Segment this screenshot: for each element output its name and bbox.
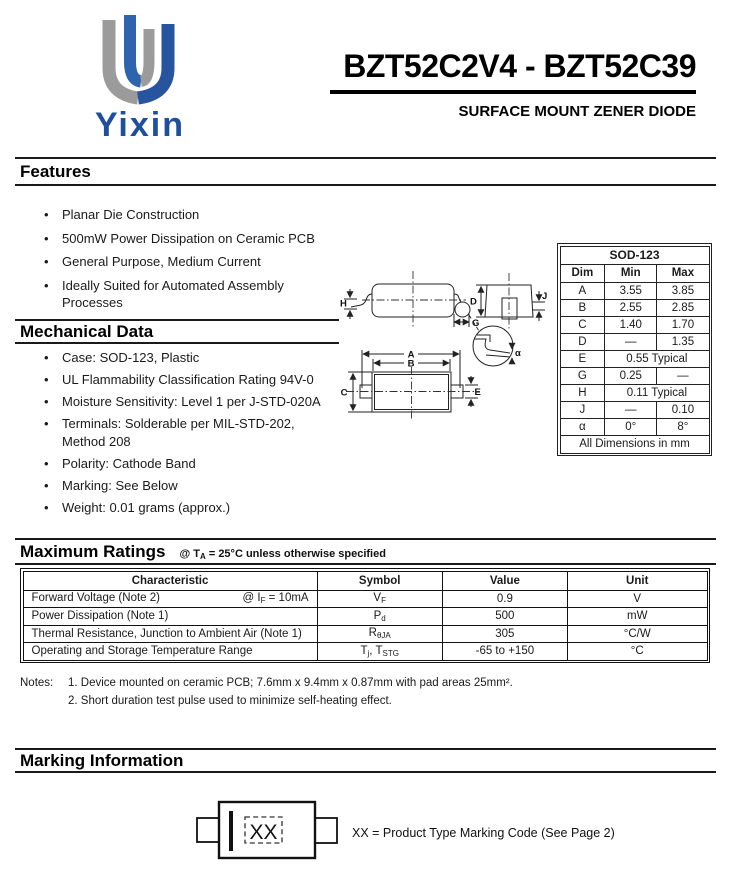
table-row [560, 401, 709, 418]
table-row [560, 299, 709, 316]
feature-item: • Ideally Suited for Automated Assembly Processes [38, 277, 323, 312]
detail-lead-foot [486, 355, 510, 357]
dim-cell: α [560, 418, 605, 435]
marking-heading [15, 748, 716, 773]
marking-left-lead [197, 818, 219, 842]
symbol-mid: , T [369, 644, 383, 657]
symbol-cell [317, 590, 442, 608]
maximum-ratings-heading [15, 538, 716, 565]
max-cell: 0.10 [657, 401, 709, 418]
dim-cell: E [560, 350, 605, 367]
marking-package-drawing [196, 800, 338, 862]
dim-label-d: D [470, 296, 477, 308]
ratings-col-symbol: Symbol [317, 571, 442, 590]
mechanical-item: • Terminals: Solderable per MIL-STD-202, Method 208 [38, 415, 323, 450]
min-cell: 2.55 [605, 299, 657, 316]
max-cell: 1.70 [657, 316, 709, 333]
page-title: BZT52C2V4 - BZT52C39 [343, 48, 696, 84]
table-row [560, 418, 709, 435]
symbol-sub: θJA [376, 631, 391, 641]
typ-cell: 0.11 Typical [605, 384, 709, 401]
characteristic-cell: Power Dissipation (Note 1) [23, 608, 317, 626]
logo-u-inner-left [130, 15, 141, 82]
feature-item: • General Purpose, Medium Current [38, 253, 323, 271]
table-row [560, 350, 709, 367]
note-item: 1. Device mounted on ceramic PCB; 7.6mm x 9.4mm x 0.87mm with pad areas 25mm². [68, 677, 513, 689]
table-row [23, 608, 707, 626]
unit-cell: mW [567, 608, 707, 626]
marking-caption: XX = Product Type Marking Code (See Page 2) [352, 826, 615, 840]
dim-label-g: G [472, 318, 480, 329]
maximum-ratings-table [20, 568, 710, 663]
maximum-ratings-heading-label: Maximum Ratings [20, 542, 166, 561]
min-cell: — [605, 401, 657, 418]
dim-cell: A [560, 282, 605, 299]
dim-cell: H [560, 384, 605, 401]
dim-label-a: A [407, 349, 415, 361]
mechanical-item: • UL Flammability Classification Rating 94V-0 [38, 371, 323, 389]
typ-cell: 0.55 Typical [605, 350, 709, 367]
notes [20, 675, 513, 710]
table-row [560, 384, 709, 401]
lead-detail-callout-circle [455, 302, 470, 317]
title-rule [330, 90, 696, 94]
row-cond-pre: @ I [242, 592, 261, 605]
symbol-sub2: STG [382, 648, 399, 658]
symbol-cell [317, 625, 442, 643]
brand-name: Yixin [95, 106, 185, 144]
feature-item: • 500mW Power Dissipation on Ceramic PCB [38, 230, 323, 248]
table-row [23, 590, 707, 608]
characteristic-text: Forward Voltage (Note 2) [31, 592, 160, 605]
ratings-col-unit: Unit [567, 571, 707, 590]
dimensions-table-title: SOD-123 [560, 246, 709, 264]
dim-label-e: E [474, 387, 481, 398]
min-cell: 1.40 [605, 316, 657, 333]
features-heading-label: Features [20, 162, 91, 181]
features-list [38, 206, 323, 318]
marking-code: XX [249, 821, 278, 844]
max-cell: 8° [657, 418, 709, 435]
side-view-right-lead [454, 294, 461, 302]
symbol-cell [317, 608, 442, 626]
table-row [560, 316, 709, 333]
min-cell: — [605, 333, 657, 350]
mechanical-item: • Marking: See Below [38, 477, 323, 495]
table-row [23, 643, 707, 661]
dims-col-max: Max [657, 264, 709, 282]
value-cell: 0.9 [442, 590, 567, 608]
min-cell: 0° [605, 418, 657, 435]
unit-cell: V [567, 590, 707, 608]
value-cell: 305 [442, 625, 567, 643]
brand-logo-icon [95, 14, 183, 110]
ratings-col-characteristic: Characteristic [23, 571, 317, 590]
symbol-base: V [373, 592, 382, 605]
dims-col-dim: Dim [560, 264, 605, 282]
marking-heading-label: Marking Information [20, 751, 184, 770]
value-cell: -65 to +150 [442, 643, 567, 661]
marking-right-lead [315, 818, 337, 843]
characteristic-cell [23, 590, 317, 608]
symbol-base: T [360, 644, 368, 657]
cond-post: = 25°C unless otherwise specified [205, 548, 386, 560]
mechanical-item: • Polarity: Cathode Band [38, 455, 323, 473]
value-cell: 500 [442, 608, 567, 626]
table-row [560, 333, 709, 350]
characteristic-cell: Operating and Storage Temperature Range [23, 643, 317, 661]
symbol-sub: j [367, 648, 370, 658]
features-heading [15, 157, 716, 186]
dim-label-b: B [407, 358, 415, 370]
dim-cell: C [560, 316, 605, 333]
cond-pre: @ T [179, 548, 200, 560]
dims-col-min: Min [605, 264, 657, 282]
dim-label-c: C [340, 387, 348, 399]
mechanical-data-list [38, 349, 323, 521]
dim-cell: G [560, 367, 605, 384]
ratings-col-value: Value [442, 571, 567, 590]
symbol-base: R [368, 627, 377, 640]
dimensions-table [557, 243, 712, 456]
page-subtitle: SURFACE MOUNT ZENER DIODE [458, 102, 696, 120]
package-outline-drawing [340, 243, 556, 428]
ratings-condition [179, 548, 385, 561]
table-row [23, 625, 707, 643]
max-cell: 3.85 [657, 282, 709, 299]
mechanical-data-heading-label: Mechanical Data [20, 322, 154, 341]
end-view-lead [502, 298, 517, 319]
table-row [560, 282, 709, 299]
notes-label: Notes: [20, 677, 54, 689]
symbol-base: P [373, 609, 382, 622]
dim-label-j: J [542, 291, 548, 302]
max-cell: 2.85 [657, 299, 709, 316]
logo-u-inner-right [141, 29, 149, 82]
j-dim-ref-lines [532, 302, 545, 310]
dim-cell: J [560, 401, 605, 418]
mechanical-item: • Weight: 0.01 grams (approx.) [38, 499, 323, 517]
dim-label-alpha: α [515, 348, 521, 359]
cond-sub: A [200, 552, 206, 561]
unit-cell: °C/W [567, 625, 707, 643]
lead-bend-detail-circle [473, 326, 513, 366]
symbol-cell [317, 643, 442, 661]
dim-cell: B [560, 299, 605, 316]
mechanical-item: • Moisture Sensitivity: Level 1 per J-STD-020A [38, 393, 323, 411]
note-item: 2. Short duration test pulse used to minimize self-heating effect. [68, 694, 392, 707]
symbol-sub: d [381, 613, 386, 623]
mechanical-data-heading [15, 319, 339, 344]
characteristic-cell: Thermal Resistance, Junction to Ambient Air (Note 1) [23, 625, 317, 643]
unit-cell: °C [567, 643, 707, 661]
max-cell: 1.35 [657, 333, 709, 350]
dim-label-h: H [340, 298, 347, 310]
dimensions-table-footer: All Dimensions in mm [560, 435, 709, 453]
min-cell: 0.25 [605, 367, 657, 384]
feature-item: • Planar Die Construction [38, 206, 323, 224]
max-cell: — [657, 367, 709, 384]
side-view-left-lead [351, 294, 372, 307]
row-cond-post: = 10mA [265, 592, 309, 605]
header [330, 48, 696, 120]
detail-lead-bend [474, 339, 510, 353]
table-row [560, 367, 709, 384]
row-cond-sub: F [260, 596, 266, 606]
min-cell: 3.55 [605, 282, 657, 299]
symbol-sub: F [381, 596, 386, 606]
row-condition [242, 592, 308, 605]
dim-cell: D [560, 333, 605, 350]
mechanical-item: • Case: SOD-123, Plastic [38, 349, 323, 367]
